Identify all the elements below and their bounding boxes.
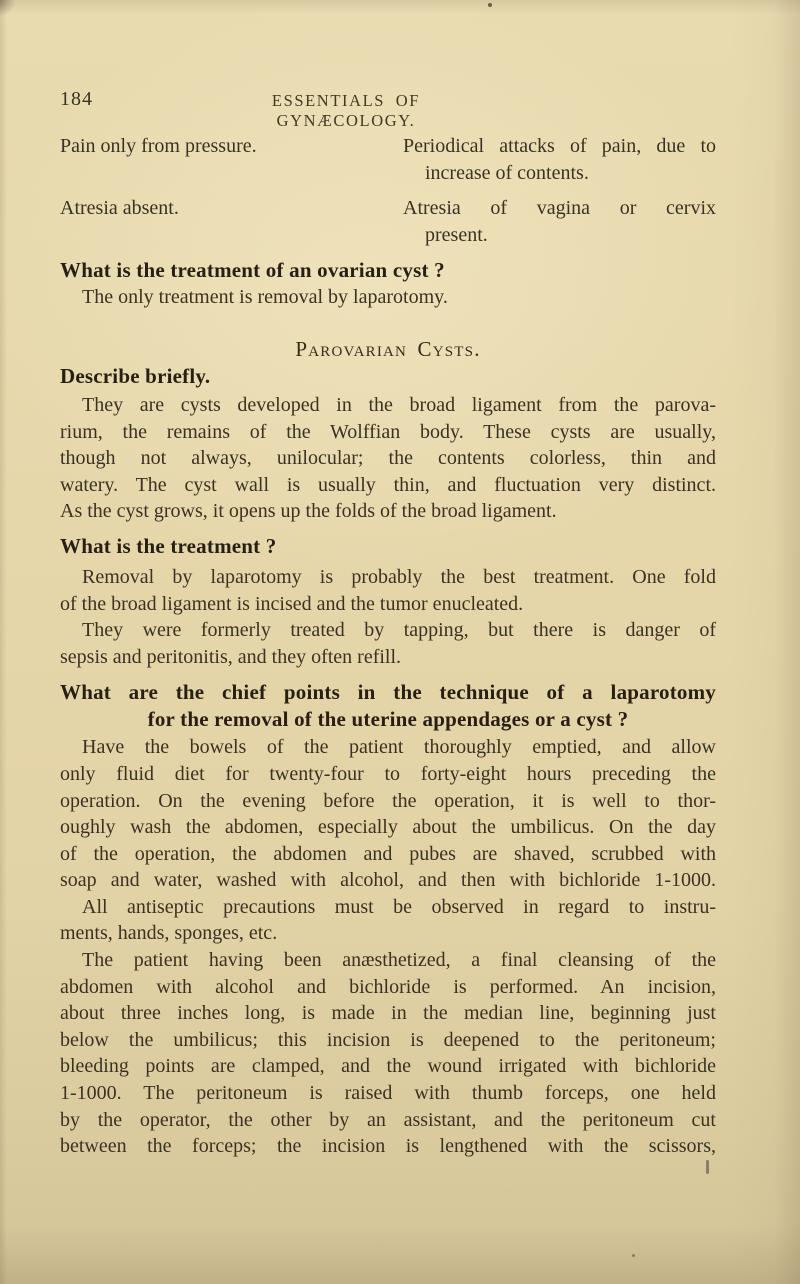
page-number: 184	[60, 88, 93, 110]
paragraph-line: by the operator, the other by an assistant, and the peritoneum cut	[60, 1108, 716, 1131]
paragraph-treatment-answer-2	[60, 617, 716, 670]
running-title: ESSENTIALS OF GYNÆCOLOGY.	[271, 91, 421, 130]
table-row	[60, 195, 716, 248]
paragraph-line: sepsis and peritonitis, and they often refill.	[60, 645, 402, 668]
paragraph-line: of the broad ligament is incised and the tumor enucleated.	[60, 592, 524, 615]
paragraph-line: soap and water, washed with alcohol, and then with bichloride 1-1000.	[60, 869, 716, 892]
paragraph-line: The patient having been anæsthetized, a final cleansing of the	[82, 949, 716, 972]
table-cell-line: present.	[425, 223, 488, 246]
paragraph-line: between the forceps; the incision is lengthened with the scissors,	[60, 1135, 716, 1158]
table-cell-line: Periodical attacks of pain, due to	[403, 135, 716, 157]
paragraph-line: oughly wash the abdomen, especially about the umbilicus. On the day	[60, 816, 716, 839]
answer-ovarian-cyst-treatment: The only treatment is removal by laparotomy.	[82, 286, 448, 309]
paper-speck	[488, 3, 492, 7]
paragraph-line: bleeding points are clamped, and the wound irrigated with bichloride	[60, 1055, 716, 1078]
paragraph-line: Removal by laparotomy is probably the best treatment. One fold	[82, 565, 716, 588]
paragraph-line: As the cyst grows, it opens up the folds of the broad ligament.	[60, 500, 557, 523]
paragraph-treatment-answer-1	[60, 564, 716, 617]
table-cell-right	[403, 133, 716, 186]
paragraph-line: operation. On the evening before the operation, it is well to thor-	[60, 789, 716, 812]
paragraph-line: abdomen with alcohol and bichloride is performed. An incision,	[60, 975, 716, 998]
question-treatment: What is the treatment ?	[60, 533, 277, 558]
paragraph-line: only fluid diet for twenty-four to forty-eight hours preceding the	[60, 762, 716, 785]
paragraph-technique-answer-2	[60, 894, 716, 947]
table-cell-right	[403, 195, 716, 248]
question-ovarian-cyst-treatment: What is the treatment of an ovarian cyst ?	[60, 258, 445, 283]
differential-table	[60, 133, 716, 248]
paragraph-line: ments, hands, sponges, etc.	[60, 922, 278, 945]
table-cell-left: Atresia absent.	[60, 197, 179, 220]
paragraph-line: below the umbilicus; this incision is deepened to the peritoneum;	[60, 1028, 716, 1051]
paragraph-line: rium, the remains of the Wolffian body. These cysts are usually,	[60, 420, 716, 443]
paragraph-technique-answer-3	[60, 947, 716, 1160]
table-cell-left: Pain only from pressure.	[60, 135, 257, 157]
paragraph-describe-answer	[60, 392, 716, 525]
paragraph-technique-answer-1	[60, 734, 716, 894]
table-cell-line: Atresia of vagina or cervix	[403, 197, 716, 220]
page-body	[60, 133, 716, 1160]
paragraph-line: All antiseptic precautions must be observed in regard to instru-	[82, 895, 716, 918]
question-line: for the removal of the uterine appendages or a cyst ?	[147, 707, 629, 732]
paper-speck	[706, 1160, 709, 1174]
paragraph-line: about three inches long, is made in the median line, beginning just	[60, 1002, 716, 1025]
paragraph-line: though not always, unilocular; the contents colorless, thin and	[60, 447, 716, 470]
paragraph-line: Have the bowels of the patient thoroughly emptied, and allow	[82, 736, 716, 759]
paragraph-line: 1-1000. The peritoneum is raised with thumb forceps, one held	[60, 1082, 716, 1105]
question-line: What are the chief points in the technique of a laparotomy	[60, 680, 716, 705]
paper-speck	[632, 1254, 635, 1257]
paragraph-line: They are cysts developed in the broad ligament from the parova-	[82, 393, 716, 416]
section-heading-parovarian-cysts: Parovarian Cysts.	[295, 336, 481, 361]
question-laparotomy-technique	[60, 679, 716, 733]
paragraph-line: of the operation, the abdomen and pubes are shaved, scrubbed with	[60, 842, 716, 865]
question-describe-briefly: Describe briefly.	[60, 363, 211, 388]
paragraph-line: watery. The cyst wall is usually thin, and fluctuation very distinct.	[60, 473, 716, 496]
table-row	[60, 133, 716, 186]
table-cell-line: increase of contents.	[425, 161, 589, 184]
paragraph-line: They were formerly treated by tapping, but there is danger of	[82, 619, 716, 642]
